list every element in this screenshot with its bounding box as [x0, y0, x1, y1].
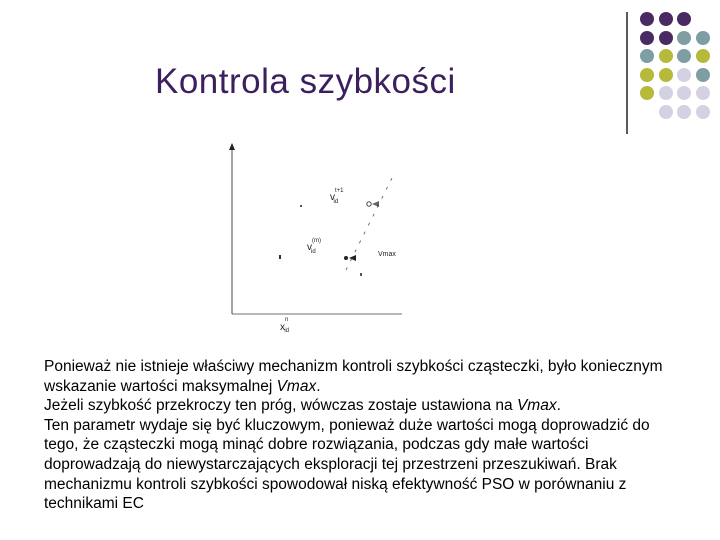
- paragraph-3-text: Ten parametr wydaje się być kluczowym, ponieważ duże wartości mogą doprowadzić do tego, że cząsteczki mogą minąć dobre rozwiązania, podczas gdy małe wartości doprowadzają do niewystarczających eksploracji tej przestrzeni przeszukiwań. Brak mechanizmu kontroli szybkości spowodował niską efektywność PSO w porównaniu z technikami EC: [44, 416, 650, 513]
- decorative-dot: [659, 31, 673, 45]
- decorative-dot: [659, 68, 673, 82]
- paragraph-2-end: .: [556, 397, 561, 415]
- body-paragraph-1: [44, 357, 684, 396]
- decorative-dot: [659, 86, 673, 100]
- body-paragraph-2: [44, 396, 684, 416]
- arrow-marker-mid: [349, 255, 356, 261]
- decorative-dot-grid: [638, 10, 720, 122]
- vmax-term: Vmax: [276, 377, 317, 395]
- decorative-dot: [677, 12, 691, 26]
- decorative-dot: [659, 12, 673, 26]
- arrow-marker-top: [372, 201, 379, 207]
- slide-body: [44, 357, 684, 514]
- label-x: $x^n$ id: [280, 317, 290, 334]
- decorative-dot: [677, 31, 691, 45]
- decorative-dot: [677, 49, 691, 63]
- paragraph-1-text: Ponieważ nie istnieje właściwy mechanizm kontroli szybkości cząsteczki, było koniecznym wskazanie wartości maksymalnej: [44, 358, 663, 395]
- label-vmax: Vmax: [378, 251, 396, 258]
- decorative-dot: [677, 105, 691, 119]
- paragraph-2-text: Jeżeli szybkość przekroczy ten próg, wówczas zostaje ustawiona na: [44, 397, 517, 415]
- decorative-dot: [696, 31, 710, 45]
- decorative-dot: [696, 49, 710, 63]
- decorative-dot: [659, 105, 673, 119]
- decorative-dot: [640, 68, 654, 82]
- decorative-dot: [696, 105, 710, 119]
- slide-title: Kontrola szybkości: [155, 62, 456, 101]
- title-divider-line: [626, 12, 628, 134]
- point-marker-mid: [344, 256, 348, 260]
- body-paragraph-3: [44, 416, 684, 514]
- decorative-dot: [659, 49, 673, 63]
- point-marker-top: [367, 202, 371, 206]
- paragraph-1-end: .: [316, 377, 321, 395]
- decorative-dot: [640, 31, 654, 45]
- decorative-dot: [640, 12, 654, 26]
- decorative-dot: [696, 68, 710, 82]
- vmax-term: Vmax: [516, 397, 557, 415]
- label-v-top: $v^{t+1}$ id: [330, 188, 344, 205]
- decorative-dot: [640, 86, 654, 100]
- tick-x: [360, 273, 362, 276]
- velocity-diagram: [220, 138, 410, 338]
- tick-left-mid: [279, 255, 281, 259]
- decorative-dot: [677, 68, 691, 82]
- decorative-dot: [696, 86, 710, 100]
- decorative-dot: [640, 49, 654, 63]
- decorative-dot: [677, 86, 691, 100]
- trajectory-line: [344, 178, 392, 274]
- label-v-mid: $v^{(m)}$ id: [307, 238, 321, 255]
- y-axis-arrow: [229, 143, 235, 150]
- tick-left-top: [300, 205, 302, 207]
